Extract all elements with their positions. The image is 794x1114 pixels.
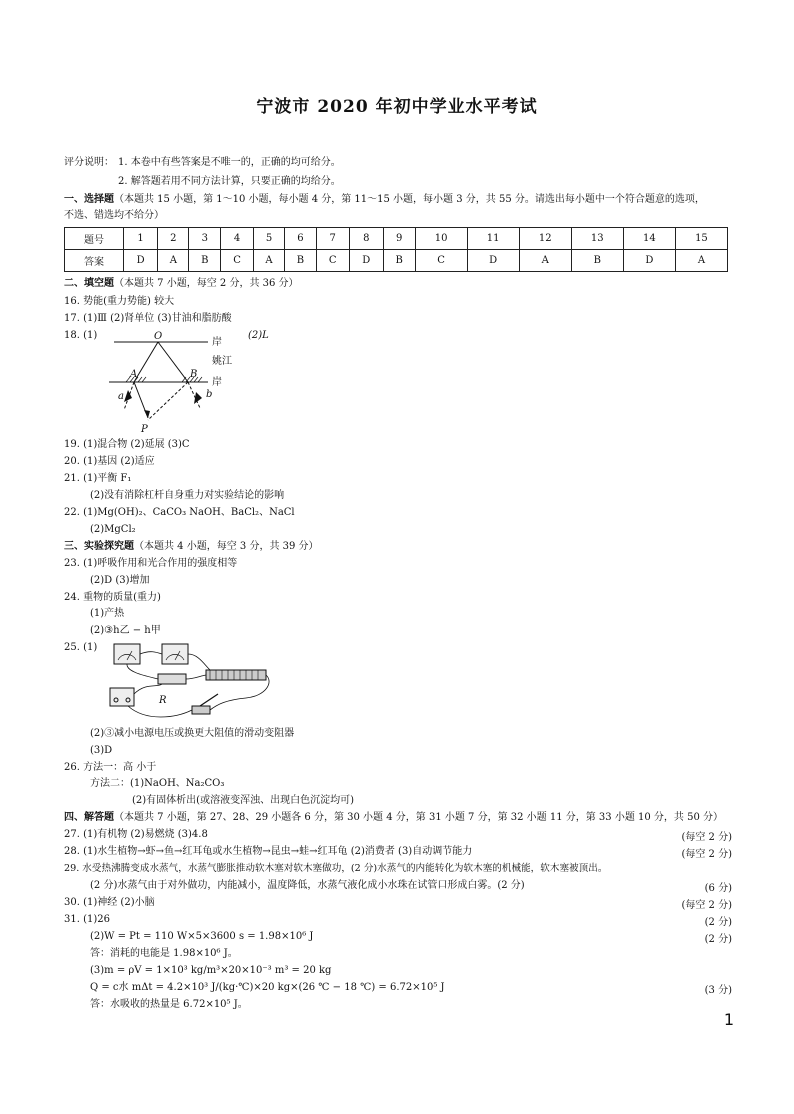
score-note: (2 分) bbox=[704, 934, 732, 945]
section-heading bbox=[64, 811, 723, 824]
answer-cell: D bbox=[467, 250, 519, 272]
section-heading bbox=[64, 277, 299, 290]
grading-note-1: 1. 本卷中有些答案是不唯一的，正确的均可给分。 bbox=[118, 157, 341, 168]
answer-21-part2: (2)没有消除杠杆自身重力对实验结论的影响 bbox=[90, 490, 285, 501]
answer-18: 18. (1) bbox=[64, 330, 98, 341]
grading-notes-label: 评分说明： bbox=[64, 157, 114, 168]
rheostat-icon bbox=[206, 670, 266, 680]
answer-16: 16. 势能(重力势能) 较大 bbox=[64, 296, 175, 307]
section-title: 一、选择题 bbox=[64, 194, 114, 205]
question-number-cell: 12 bbox=[519, 228, 571, 250]
question-number-cell: 10 bbox=[415, 228, 467, 250]
voltmeter-icon bbox=[114, 644, 140, 664]
answer-31-answer3: 答：水吸收的热量是 6.72×10⁵ J。 bbox=[90, 999, 248, 1010]
table-row bbox=[65, 228, 728, 250]
answer-19: 19. (1)混合物 (2)延展 (3)C bbox=[64, 439, 190, 450]
answer-18-part2: (2)L bbox=[248, 330, 269, 341]
ray-o-b bbox=[158, 342, 188, 382]
answer-31: 31. (1)26 bbox=[64, 914, 110, 925]
arrow-head bbox=[194, 392, 202, 404]
question-number-cell: 1 bbox=[124, 228, 158, 250]
answer-31-part3b: Q = c水 mΔt = 4.2×10³ J/(kg·℃)×20 kg×(26 ℃ − 18 ℃) = 6.72×10⁵ J bbox=[90, 982, 445, 993]
answer-20: 20. (1)基因 (2)适应 bbox=[64, 456, 155, 467]
answer-25-part3: (3)D bbox=[90, 745, 113, 756]
answer-25-part2: (2)③减小电源电压或换更大阻值的滑动变阻器 bbox=[90, 728, 295, 739]
label-river: 姚江 bbox=[212, 356, 232, 367]
row-label: 答案 bbox=[65, 250, 124, 272]
answer-28: 28. (1)水生植物→虾→鱼→红耳龟或水生植物→昆虫→蛙→红耳龟 (2)消费者 (3)自动调节能力 bbox=[64, 846, 473, 857]
answer-21: 21. (1)平衡 F₁ bbox=[64, 473, 132, 484]
switch-icon bbox=[192, 706, 210, 714]
answer-23-part2: (2)D (3)增加 bbox=[90, 575, 150, 586]
answer-26-part3: (2)有固体析出(或溶液变浑浊、出现白色沉淀均可) bbox=[132, 795, 354, 806]
section-heading bbox=[64, 193, 705, 206]
section-desc: （本题共 15 小题，第 1～10 小题，每小题 4 分，第 11～15 小题，每小题 3 分，共 55 分。请选出每小题中一个符合题意的选项， bbox=[114, 194, 705, 205]
section-desc: （本题共 7 小题，每空 2 分，共 36 分） bbox=[114, 278, 299, 289]
answer-cell: B bbox=[189, 250, 221, 272]
answer-27: 27. (1)有机物 (2)易燃烧 (3)4.8 bbox=[64, 829, 208, 840]
question-number-cell: 13 bbox=[571, 228, 623, 250]
score-note: (每空 2 分) bbox=[681, 900, 732, 911]
answer-cell: C bbox=[221, 250, 254, 272]
answer-cell: A bbox=[253, 250, 284, 272]
section-heading bbox=[64, 540, 319, 553]
label-a-ray: a bbox=[118, 391, 124, 402]
section-title: 二、填空题 bbox=[64, 278, 114, 289]
question-number-cell: 3 bbox=[189, 228, 221, 250]
label-bank-bottom: 岸 bbox=[212, 377, 222, 388]
label-a-point: A bbox=[130, 369, 138, 380]
answer-table bbox=[64, 227, 728, 272]
question-number-cell: 14 bbox=[623, 228, 675, 250]
label-p: P bbox=[141, 424, 148, 435]
answer-30: 30. (1)神经 (2)小脑 bbox=[64, 897, 155, 908]
table-row bbox=[65, 250, 728, 272]
answer-22: 22. (1)Mg(OH)₂、CaCO₃ NaOH、BaCl₂、NaCl bbox=[64, 507, 295, 518]
question-number-cell: 8 bbox=[349, 228, 383, 250]
answer-24: 24. 重物的质量(重力) bbox=[64, 592, 161, 603]
answer-cell: C bbox=[316, 250, 349, 272]
answer-cell: A bbox=[158, 250, 189, 272]
question-number-cell: 6 bbox=[285, 228, 317, 250]
score-note: (每空 2 分) bbox=[681, 832, 732, 843]
answer-26: 26. 方法一：高 小于 bbox=[64, 762, 157, 773]
label-o: O bbox=[154, 331, 163, 342]
answer-31-part3: (3)m = ρV = 1×10³ kg/m³×20×10⁻³ m³ = 20 kg bbox=[90, 965, 332, 976]
ray-b-p bbox=[148, 382, 188, 420]
score-note: (6 分) bbox=[704, 883, 732, 894]
section-desc: （本题共 7 小题，第 27、28、29 小题各 6 分，第 30 小题 4 分，第 31 小题 7 分，第 32 小题 11 分，第 33 小题 10 分，共 50 分） bbox=[114, 812, 723, 823]
power-supply-icon bbox=[110, 688, 134, 706]
label-b-point: B bbox=[190, 369, 198, 380]
answer-cell: A bbox=[519, 250, 571, 272]
section-title: 三、实验探究题 bbox=[64, 541, 134, 552]
answer-26-part2: 方法二：(1)NaOH、Na₂CO₃ bbox=[90, 778, 225, 789]
answer-31-answer2: 答：消耗的电能是 1.98×10⁶ J。 bbox=[90, 948, 238, 959]
score-note: (2 分) bbox=[704, 917, 732, 928]
label-b-ray: b bbox=[206, 389, 213, 400]
answer-cell: B bbox=[285, 250, 317, 272]
answer-cell: B bbox=[571, 250, 623, 272]
answer-29-part2: (2 分)水蒸气由于对外做功，内能减小，温度降低，水蒸气液化成小水珠在试管口形成白雾。(2 分) bbox=[90, 880, 525, 891]
section-title: 四、解答题 bbox=[64, 812, 114, 823]
answer-cell: A bbox=[675, 250, 727, 272]
answer-22-part2: (2)MgCl₂ bbox=[90, 524, 136, 535]
section-desc-cont: 不选、错选均不给分） bbox=[64, 210, 164, 221]
question-number-cell: 4 bbox=[221, 228, 254, 250]
circuit-diagram bbox=[106, 642, 276, 722]
answer-25: 25. (1) bbox=[64, 642, 98, 653]
answer-cell: D bbox=[623, 250, 675, 272]
row-label: 题号 bbox=[65, 228, 124, 250]
ammeter-icon bbox=[162, 644, 188, 664]
answer-cell: D bbox=[124, 250, 158, 272]
question-number-cell: 5 bbox=[253, 228, 284, 250]
answer-cell: D bbox=[349, 250, 383, 272]
answer-29: 29. 水受热沸腾变成水蒸气，水蒸气膨胀推动软木塞对软木塞做功，(2 分)水蒸气的内能转化为软木塞的机械能，软木塞被顶出。 bbox=[64, 863, 608, 874]
answer-17: 17. (1)Ⅲ (2)肾单位 (3)甘油和脂肪酸 bbox=[64, 313, 232, 324]
score-note: (每空 2 分) bbox=[681, 849, 732, 860]
question-number-cell: 11 bbox=[467, 228, 519, 250]
score-note: (3 分) bbox=[704, 985, 732, 996]
page-number: 1 bbox=[723, 1010, 734, 1029]
question-number-cell: 15 bbox=[675, 228, 727, 250]
reflection-diagram bbox=[104, 330, 304, 440]
question-number-cell: 7 bbox=[316, 228, 349, 250]
grading-note-2: 2. 解答题若用不同方法计算，只要正确的均给分。 bbox=[118, 176, 341, 187]
label-bank-top: 岸 bbox=[212, 337, 222, 348]
answer-23: 23. (1)呼吸作用和光合作用的强度相等 bbox=[64, 558, 238, 569]
resistor-icon bbox=[158, 674, 186, 684]
answer-cell: C bbox=[415, 250, 467, 272]
answer-24-part3: (2)③h乙 − h甲 bbox=[90, 625, 161, 636]
page-title: 宁波市 2020 年初中学业水平考试 bbox=[256, 97, 538, 117]
label-r: R bbox=[159, 695, 167, 706]
section-desc: （本题共 4 小题，每空 3 分，共 39 分） bbox=[134, 541, 319, 552]
question-number-cell: 9 bbox=[383, 228, 415, 250]
ray-o-a bbox=[134, 342, 158, 382]
answer-31-part2: (2)W = Pt = 110 W×5×3600 s = 1.98×10⁶ J bbox=[90, 931, 314, 942]
answer-24-part2: (1)产热 bbox=[90, 608, 125, 619]
answer-cell: B bbox=[383, 250, 415, 272]
question-number-cell: 2 bbox=[158, 228, 189, 250]
